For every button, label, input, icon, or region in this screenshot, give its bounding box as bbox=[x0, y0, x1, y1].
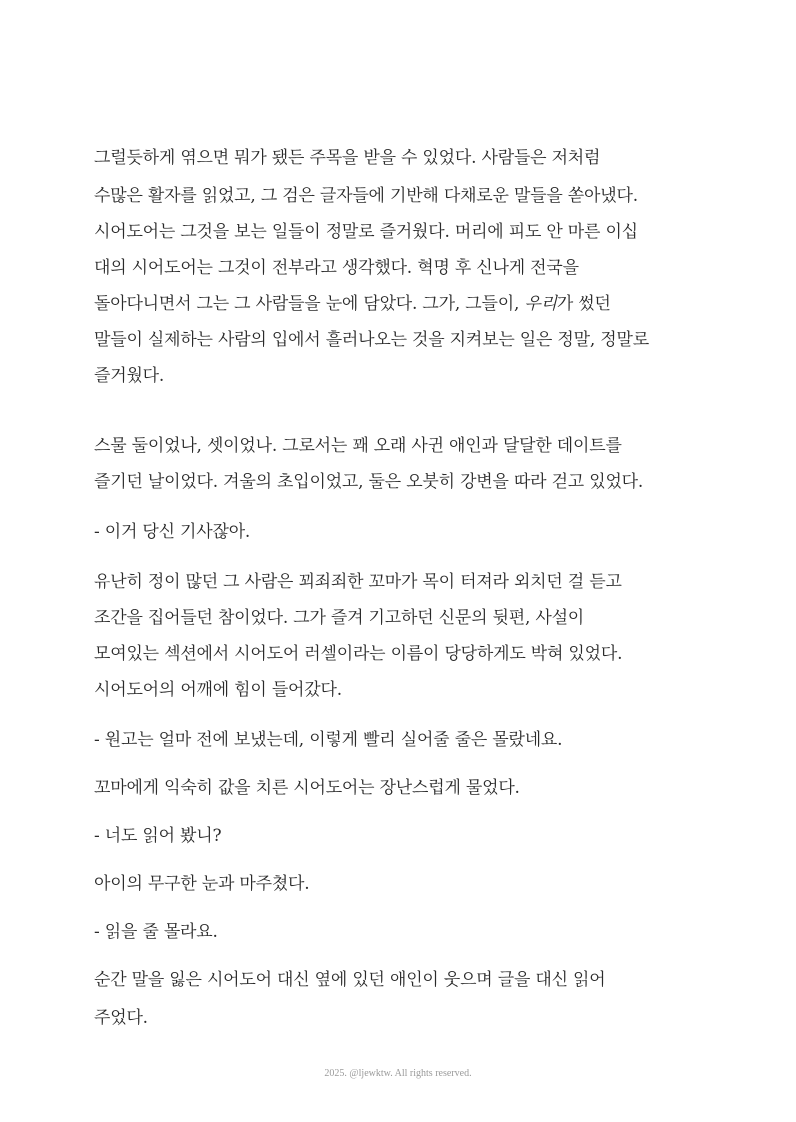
text-line: 시어도어는 그것을 보는 일들이 정말로 즐거웠다. 머리에 피도 안 마른 이십 bbox=[94, 222, 638, 242]
text-line: 스물 둘이었나, 셋이었나. 그로서는 꽤 오래 사귄 애인과 달달한 데이트를 bbox=[94, 436, 622, 456]
text-line: 꼬마에게 익숙히 값을 치른 시어도어는 장난스럽게 물었다. bbox=[94, 778, 520, 798]
text-segment: 돌아다니면서 그는 그 사람들을 눈에 담았다. 그가, 그들이, bbox=[94, 294, 520, 314]
text-line: 모여있는 섹션에서 시어도어 러셀이라는 이름이 당당하게도 박혀 있었다. bbox=[94, 644, 623, 664]
dialogue-line: - 너도 읽어 봤니? bbox=[94, 826, 222, 846]
text-line: 대의 시어도어는 그것이 전부라고 생각했다. 혁명 후 신나게 전국을 bbox=[94, 258, 579, 278]
text-line: 수많은 활자를 읽었고, 그 검은 글자들에 기반해 다채로운 말들을 쏟아냈다. bbox=[94, 186, 638, 206]
dialogue-line: - 이거 당신 기사잖아. bbox=[94, 522, 251, 542]
dialogue-line: - 읽을 줄 몰라요. bbox=[94, 922, 218, 942]
text-line: 유난히 정이 많던 그 사람은 꾀죄죄한 꼬마가 목이 터져라 외치던 걸 듣고 bbox=[94, 572, 622, 592]
text-line: 그럴듯하게 엮으면 뭐가 됐든 주목을 받을 수 있었다. 사람들은 저처럼 bbox=[94, 148, 601, 168]
text-line bbox=[94, 292, 611, 316]
copyright-footer: 2025. @ljewktw. All rights reserved. bbox=[324, 1068, 472, 1079]
text-segment: 가 썼던 bbox=[556, 294, 611, 314]
text-line: 조간을 집어들던 참이었다. 그가 즐겨 기고하던 신문의 뒷편, 사설이 bbox=[94, 608, 585, 628]
text-line: 주었다. bbox=[94, 1008, 148, 1028]
dialogue-line: - 원고는 얼마 전에 보냈는데, 이렇게 빨리 실어줄 줄은 몰랐네요. bbox=[94, 730, 563, 750]
text-line: 순간 말을 잃은 시어도어 대신 옆에 있던 애인이 웃으며 글을 대신 읽어 bbox=[94, 970, 606, 990]
text-line: 시어도어의 어깨에 힘이 들어갔다. bbox=[94, 680, 342, 700]
text-line: 말들이 실제하는 사람의 입에서 흘러나오는 것을 지켜보는 일은 정말, 정말로 bbox=[94, 330, 649, 350]
emphasis-text: 우리 bbox=[524, 294, 557, 314]
text-line: 아이의 무구한 눈과 마주쳤다. bbox=[94, 874, 310, 894]
text-line: 즐기던 날이었다. 겨울의 초입이었고, 둘은 오붓히 강변을 따라 걷고 있었다. bbox=[94, 472, 644, 492]
text-line: 즐거웠다. bbox=[94, 366, 165, 386]
